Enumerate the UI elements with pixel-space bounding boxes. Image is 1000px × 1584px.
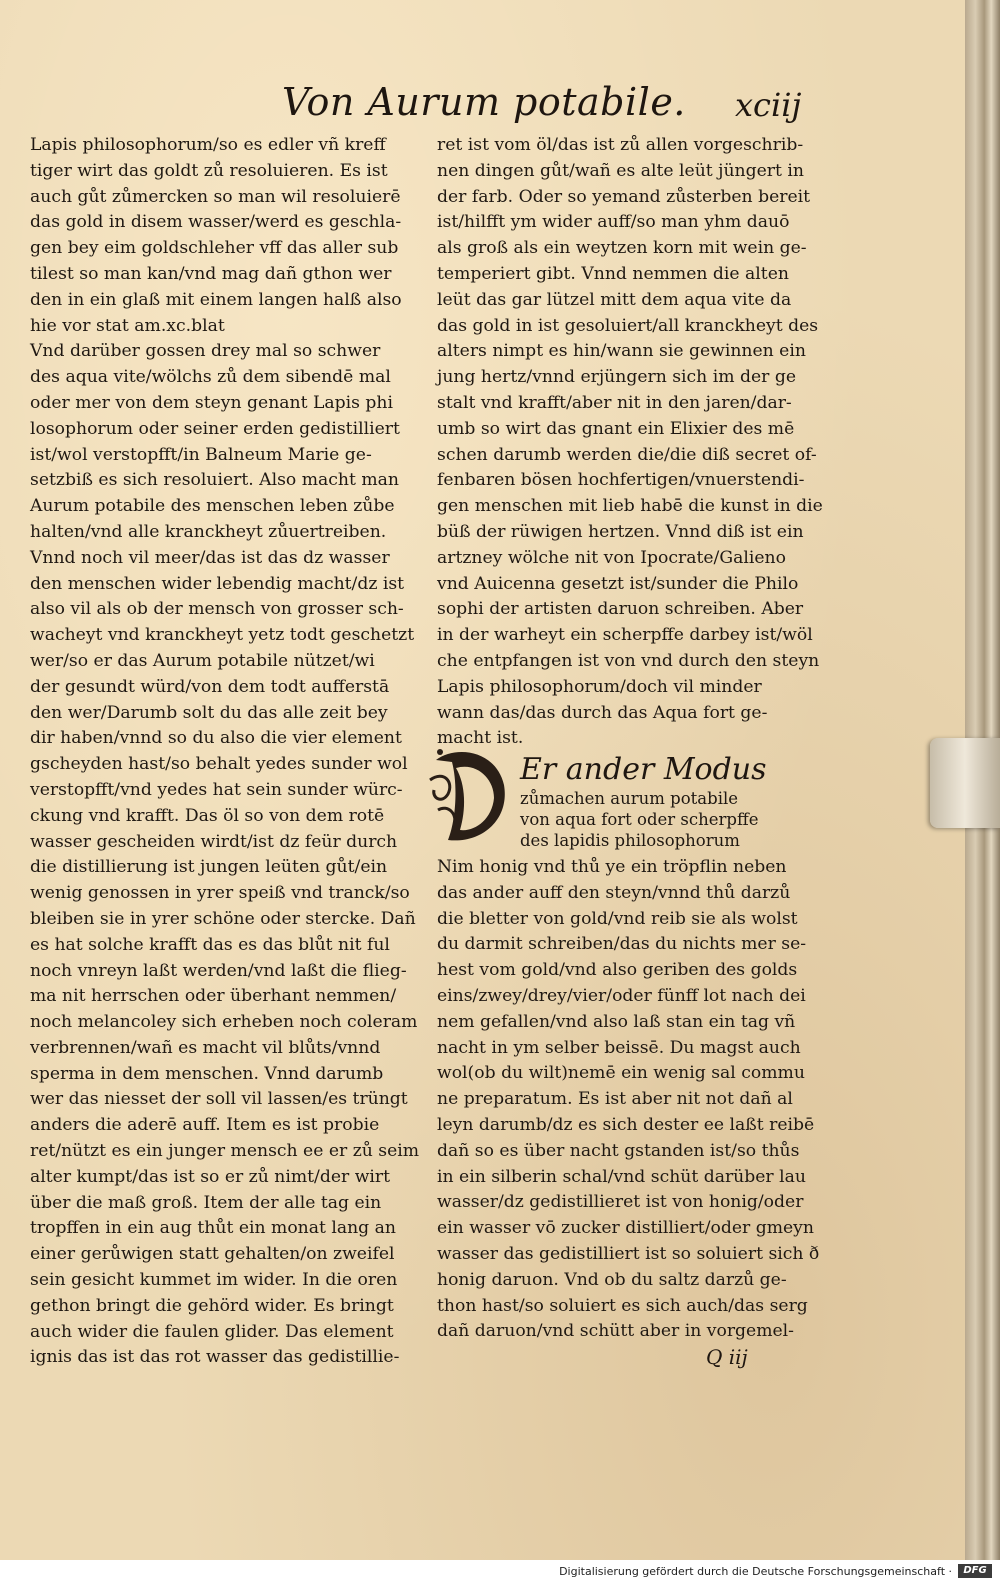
text-line: einer gerůwigen statt gehalten/on zweifel (30, 1244, 395, 1265)
folio-number: xciij (735, 86, 802, 124)
text-line: verstopfft/vnd yedes hat sein sunder würc- (30, 779, 403, 800)
text-line: jung hertz/vnnd erjüngern sich im der ge (437, 367, 796, 388)
text-line: in ein silberin schal/vnd schüt darüber lau (437, 1166, 806, 1187)
text-line: anders die aderē auff. Item es ist probie (30, 1115, 380, 1136)
text-line: ist/wol verstopfft/in Balneum Marie ge- (30, 444, 372, 465)
text-line: ckung vnd krafft. Das öl so von dem rotē (30, 805, 385, 826)
text-line: schen darumb werden die/die diß secret of- (437, 444, 817, 465)
section-subheading (520, 788, 758, 851)
right-text-column-top (437, 133, 837, 752)
text-line: oder mer von dem steyn genant Lapis phi (30, 392, 393, 413)
text-line: setzbiß es sich resoluiert. Also macht man (30, 470, 399, 491)
subheading-line: des lapidis philosophorum (520, 831, 740, 850)
text-line: sein gesicht kummet im wider. In die oren (30, 1270, 398, 1291)
text-line: gscheyden hast/so behalt yedes sunder wol (30, 754, 408, 775)
text-line: den wer/Darumb solt du das alle zeit bey (30, 702, 388, 723)
text-line: als groß als ein weytzen korn mit wein ge- (437, 238, 807, 259)
text-line: ret ist vom öl/das ist zů allen vorgeschrib- (437, 135, 804, 155)
running-title: Von Aurum potabile. (282, 80, 686, 124)
text-line: dañ so es über nacht gstanden ist/so thůs (437, 1140, 800, 1161)
text-line: macht ist. (437, 728, 524, 749)
text-line: ein wasser vō zucker distilliert/oder gmeyn (437, 1218, 814, 1239)
text-line: ist/hilfft ym wider auff/so man yhm dauō (437, 212, 790, 233)
text-line: wer das niesset der soll vil lassen/es trüngt (30, 1089, 408, 1110)
left-text-column (30, 133, 430, 1371)
text-line: Lapis philosophorum/so es edler vñ kreff (30, 135, 386, 155)
text-line: in der warheyt ein scherpffe darbey ist/wöl (437, 625, 813, 646)
text-line: verbrennen/wañ es macht vil blůts/vnnd (30, 1037, 381, 1058)
footer-bar (0, 1560, 1000, 1584)
text-line: leüt das gar lützel mitt dem aqua vite da (437, 289, 792, 310)
text-line: gethon bringt die gehörd wider. Es bringt (30, 1295, 394, 1316)
text-line: des aqua vite/wölchs zů dem sibendē mal (30, 367, 391, 388)
text-line: wasser gescheiden wirdt/ist dz feür durch (30, 831, 398, 852)
text-line: Nim honig vnd thů ye ein tröpflin neben (437, 857, 787, 877)
text-line: auch wider die faulen glider. Das element (30, 1321, 394, 1342)
text-line: der gesundt würd/von dem todt aufferstā (30, 676, 390, 697)
text-line: büß der rüwigen hertzen. Vnnd diß ist ein (437, 521, 804, 542)
text-line: eins/zwey/drey/vier/oder fünff lot nach dei (437, 985, 806, 1006)
text-line: wasser das gedistilliert ist so soluiert sich ð (437, 1243, 820, 1264)
decorated-initial-d-icon (426, 740, 512, 850)
text-line: artzney wölche nit von Ipocrate/Galieno (437, 547, 786, 568)
text-line: dir haben/vnnd so du also die vier element (30, 728, 402, 749)
right-text-column-bottom (437, 855, 837, 1345)
text-line: tropffen in ein aug thůt ein monat lang an (30, 1218, 396, 1239)
text-line: wann das/das durch das Aqua fort ge- (437, 702, 768, 723)
section-heading: Er ander Modus (520, 752, 767, 787)
text-line: honig daruon. Vnd ob du saltz darzů ge- (437, 1269, 787, 1290)
text-line: gen menschen mit lieb habē die kunst in die (437, 496, 823, 517)
text-line: das gold in disem wasser/werd es geschla- (30, 212, 402, 233)
text-line: gen bey eim goldschleher vff das aller sub (30, 238, 399, 259)
text-line: wacheyt vnd kranckheyt yetz todt geschetzt (30, 625, 415, 646)
signature-mark: Q iij (706, 1345, 748, 1369)
text-line: bleiben sie in yrer schöne oder stercke. Dañ (30, 908, 416, 929)
text-line: ret/nützt es ein junger mensch ee er zů seim (30, 1141, 420, 1162)
text-line: über die maß groß. Item der alle tag ein (30, 1192, 382, 1213)
text-line: ignis das ist das rot wasser das gedistillie- (30, 1347, 400, 1368)
text-line: Aurum potabile des menschen leben zůbe (30, 496, 395, 517)
text-line: wasser/dz gedistillieret ist von honig/oder (437, 1192, 804, 1213)
text-line: ma nit herrschen oder überhant nemmen/ (30, 986, 397, 1007)
text-line: alters nimpt es hin/wann sie gewinnen ein (437, 341, 806, 362)
text-line: sophi der artisten daruon schreiben. Aber (437, 599, 804, 620)
text-line: umb so wirt das gnant ein Elixier des mē (437, 418, 795, 439)
text-line: den menschen wider lebendig macht/dz ist (30, 573, 405, 594)
text-line: tiger wirt das goldt zů resoluieren. Es ist (30, 160, 388, 181)
text-line: den in ein glaß mit einem langen halß also (30, 289, 402, 310)
text-line: thon hast/so soluiert es sich auch/das serg (437, 1295, 808, 1316)
text-line: fenbaren bösen hochfertigen/vnuerstendi- (437, 470, 805, 491)
text-line: halten/vnd alle kranckheyt zůuertreiben. (30, 521, 387, 542)
text-line: noch vnreyn laßt werden/vnd laßt die flieg- (30, 960, 407, 981)
text-line: hest vom gold/vnd also geriben des golds (437, 960, 798, 981)
text-line: nacht in ym selber beissē. Du magst auch (437, 1037, 801, 1058)
text-line: ne preparatum. Es ist aber nit not dañ al (437, 1089, 793, 1110)
text-line: wol(ob du wilt)nemē ein wenig sal commu (437, 1063, 805, 1084)
text-line: noch melancoley sich erheben noch coleram (30, 1012, 418, 1033)
text-line: che entpfangen ist von vnd durch den steyn (437, 650, 820, 671)
text-line: dañ daruon/vnd schütt aber in vorgemel- (437, 1321, 794, 1342)
text-line: du darmit schreiben/das du nichts mer se- (437, 934, 807, 955)
text-line: das ander auff den steyn/vnnd thů darzů (437, 882, 791, 903)
text-line: wer/so er das Aurum potabile nützet/wi (30, 650, 375, 671)
text-line: sperma in dem menschen. Vnnd darumb (30, 1063, 384, 1084)
text-line: die distillierung ist jungen leüten gůt/ein (30, 857, 388, 878)
subheading-line: von aqua fort oder scherpffe (520, 810, 759, 829)
text-line: hie vor stat am.xc.blat (30, 315, 225, 336)
text-line: temperiert gibt. Vnnd nemmen die alten (437, 263, 789, 284)
text-line: leyn darumb/dz es sich dester ee laßt reibē (437, 1114, 815, 1135)
book-clamp (930, 738, 1000, 828)
text-line: auch gůt zůmercken so man wil resoluierē (30, 186, 401, 207)
text-line: nem gefallen/vnd also laß stan ein tag vñ (437, 1011, 796, 1032)
text-line: stalt vnd krafft/aber nit in den jaren/dar- (437, 392, 792, 413)
text-line: vnd Auicenna gesetzt ist/sunder die Philo (437, 573, 799, 594)
funding-credit: Digitalisierung gefördert durch die Deutsche Forschungsgemeinschaft · (559, 1565, 952, 1578)
text-line: es hat solche krafft das es das blůt nit ful (30, 934, 390, 955)
text-line: tilest so man kan/vnd mag dañ gthon wer (30, 263, 392, 284)
text-line: Lapis philosophorum/doch vil minder (437, 676, 762, 697)
text-line: Vnd darüber gossen drey mal so schwer (30, 341, 381, 362)
text-line: nen dingen gůt/wañ es alte leüt jüngert in (437, 160, 804, 181)
text-line: die bletter von gold/vnd reib sie als wolst (437, 908, 798, 929)
text-line: das gold in ist gesoluiert/all kranckheyt des (437, 315, 819, 336)
text-line: losophorum oder seiner erden gedistilliert (30, 418, 400, 439)
text-line: wenig genossen in yrer speiß vnd tranck/so (30, 883, 410, 904)
text-line: Vnnd noch vil meer/das ist das dz wasser (30, 547, 390, 568)
subheading-line: zůmachen aurum potabile (520, 789, 739, 808)
dfg-logo: DFG (958, 1564, 992, 1578)
text-line: also vil als ob der mensch von grosser sch- (30, 599, 404, 620)
text-line: alter kumpt/das ist so er zů nimt/der wirt (30, 1166, 391, 1187)
text-line: der farb. Oder so yemand zůsterben bereit (437, 186, 811, 207)
